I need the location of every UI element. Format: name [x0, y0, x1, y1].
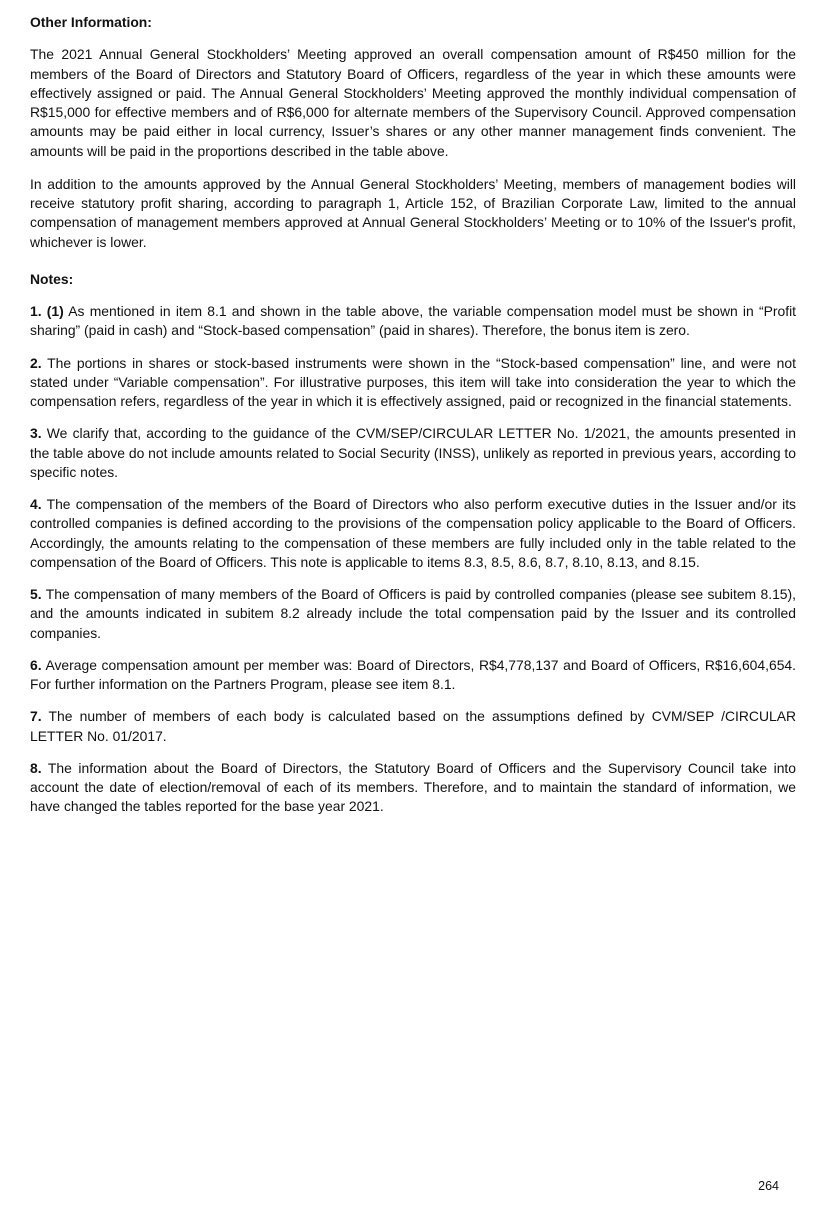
note-item-6	[30, 656, 796, 695]
note-text: The information about the Board of Directors, the Statutory Board of Officers and the Supervisory Council take into account the date of election/removal of each of its members. Therefore, and to maintain the standard of information, we have changed the tables reported for the base year 2021.	[30, 759, 797, 815]
note-item-1	[30, 302, 796, 341]
note-number: 8.	[30, 759, 42, 776]
note-text: As mentioned in item 8.1 and shown in the table above, the variable compensation model must be shown in “Profit sharing” (paid in cash) and “Stock-based compensation” (paid in shares). Therefore, the bonus item is zero.	[30, 303, 797, 339]
page-number: 264	[758, 1178, 779, 1193]
note-number: 6.	[30, 656, 42, 673]
note-number: 4.	[30, 496, 42, 512]
notes-heading: Notes:	[30, 270, 74, 287]
note-number: 5.	[30, 586, 42, 602]
note-number: 2.	[30, 354, 42, 371]
paragraph-overall-compensation: The 2021 Annual General Stockholders’ Meeting approved an overall compensation amount of R$450 million for the members of the Board of Directors and Statutory Board of Officers, regardless of the year in which these amounts were effectively assigned or paid. The Annual General Stockholders’ Meeting approved the monthly individual compensation of R$15,000 for effective members and of R$6,000 for alternate members of the Supervisory Council. Approved compensation amounts may be paid either in local currency, Issuer’s shares or any other manner management finds convenient. The amounts will be paid in the proportions described in the table above.	[30, 46, 796, 159]
paragraph-profit-sharing: In addition to the amounts approved by the Annual General Stockholders’ Meeting, members of management bodies will receive statutory profit sharing, according to paragraph 1, Article 152, of Brazilian Corporate Law, limited to the annual compensation of management members approved at Annual General Stockholders’ Meeting or to 10% of the Issuer's profit, whichever is lower.	[30, 175, 796, 250]
note-item-3	[30, 424, 796, 482]
note-text: Average compensation amount per member was: Board of Directors, R$4,778,137 and Board of Officers, R$16,604,654. For further information on the Partners Program, please see item 8.1.	[30, 656, 797, 692]
note-text: We clarify that, according to the guidance of the CVM/SEP/CIRCULAR LETTER No. 1/2021, the amounts presented in the table above do not include amounts related to Social Security (INSS), unlikely as reported in previous years, according to specific notes.	[30, 425, 796, 480]
note-text: The number of members of each body is calculated based on the assumptions defined by CVM/SEP /CIRCULAR LETTER No. 01/2017.	[30, 708, 796, 744]
note-text: The compensation of the members of the Board of Directors who also perform executive duties in the Issuer and/or its controlled companies is defined according to the provisions of the compensation policy applicable to the Board of Officers. Accordingly, the amounts relating to the compensation of these members are fully included only in the table related to the compensation of the Board of Officers. This note is applicable to items 8.3, 8.5, 8.6, 8.7, 8.10, 8.13, and 8.15.	[30, 496, 796, 570]
note-number: 7.	[30, 708, 42, 725]
note-number: 3.	[30, 425, 42, 442]
note-item-7	[30, 707, 796, 746]
note-item-8	[30, 759, 796, 817]
other-information-heading: Other Information:	[30, 14, 152, 30]
note-text: The portions in shares or stock-based instruments were shown in the “Stock-based compensation” line, and were not stated under “Variable compensation”. For illustrative purposes, this item will take into consideration the year to which the compensation refers, regardless of the year in which it is effectively assigned, paid or recognized in the financial statements.	[30, 354, 796, 409]
note-number: 1. (1)	[30, 303, 64, 319]
note-item-4	[30, 495, 796, 572]
note-item-2	[30, 354, 796, 412]
note-item-5	[30, 585, 796, 643]
note-text: The compensation of many members of the Board of Officers is paid by controlled companies (please see subitem 8.15), and the amounts indicated in subitem 8.2 already include the total compensation paid by the Issuer and its controlled companies.	[30, 586, 797, 641]
